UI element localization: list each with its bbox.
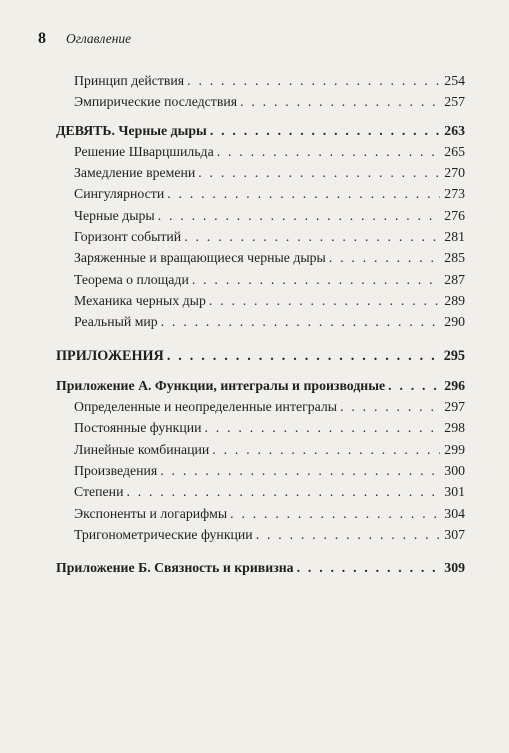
toc-entry[interactable] — [56, 228, 465, 249]
toc-entry-title: Теорема о площади — [74, 271, 189, 287]
toc-entry[interactable] — [56, 207, 465, 228]
leader-dots — [161, 313, 440, 331]
toc-entry[interactable] — [56, 143, 465, 164]
toc-entry[interactable] — [56, 505, 465, 526]
toc-entry-title: Определенные и неопределенные интегралы — [74, 399, 338, 415]
toc-appendix-a[interactable] — [56, 377, 465, 398]
leader-dots — [184, 228, 440, 246]
toc-entry-page: 257 — [444, 94, 465, 110]
toc-entry-title: Заряженные и вращающиеся черные дыры — [74, 250, 326, 266]
toc-part-page: 295 — [443, 347, 465, 364]
toc-appendices[interactable] — [56, 347, 465, 368]
toc-entry-page: 298 — [444, 420, 465, 436]
toc-entry[interactable] — [56, 72, 465, 93]
leader-dots — [167, 347, 440, 365]
table-of-contents — [56, 72, 465, 581]
leader-dots — [297, 559, 440, 577]
leader-dots — [198, 164, 440, 182]
toc-entry-title: Реальный мир — [74, 314, 158, 330]
toc-entry[interactable] — [56, 462, 465, 483]
toc-appendix-title: Приложение Б. Связность и кривизна — [56, 560, 294, 576]
toc-entry-page: 290 — [444, 314, 465, 330]
toc-entry[interactable] — [56, 483, 465, 504]
running-title: Оглавление — [66, 31, 132, 46]
leader-dots — [209, 292, 440, 310]
toc-entry[interactable] — [56, 185, 465, 206]
leader-dots — [126, 483, 440, 501]
toc-entry-title: Эмпирические последствия — [74, 94, 238, 110]
toc-appendix-page: 309 — [444, 560, 465, 576]
toc-entry[interactable] — [56, 313, 465, 334]
leader-dots — [256, 526, 440, 544]
leader-dots — [167, 185, 440, 203]
toc-entry-page: 285 — [444, 250, 465, 266]
toc-entry-title: Механика черных дыр — [74, 292, 206, 308]
toc-entry-page: 276 — [444, 207, 465, 223]
toc-entry[interactable] — [56, 292, 465, 313]
toc-entry-title: Произведения — [74, 463, 158, 479]
toc-appendix-title: Приложение А. Функции, интегралы и производные — [56, 377, 386, 393]
toc-entry-page: 301 — [444, 484, 465, 500]
leader-dots — [158, 207, 440, 225]
leader-dots — [205, 419, 441, 437]
leader-dots — [340, 398, 440, 416]
toc-entry-title: Постоянные функции — [74, 420, 202, 436]
toc-entry-title: Линейные комбинации — [74, 441, 210, 457]
toc-entry-page: 299 — [444, 441, 465, 457]
toc-entry-title: Замедление времени — [74, 165, 196, 181]
toc-chapter-page: 263 — [444, 122, 465, 138]
leader-dots — [240, 93, 440, 111]
leader-dots — [388, 377, 440, 395]
toc-entry-title: Степени — [74, 484, 124, 500]
toc-appendix-page: 296 — [444, 377, 465, 393]
toc-entry-title: Принцип действия — [74, 73, 185, 88]
leader-dots — [230, 505, 440, 523]
toc-entry[interactable] — [56, 271, 465, 292]
toc-entry[interactable] — [56, 441, 465, 462]
page-number: 8 — [38, 30, 46, 47]
toc-entry-title: Экспоненты и логарифмы — [74, 505, 228, 521]
leader-dots — [212, 441, 440, 459]
toc-entry-page: 265 — [444, 143, 465, 159]
toc-entry[interactable] — [56, 526, 465, 547]
leader-dots — [217, 143, 440, 161]
leader-dots — [192, 271, 440, 289]
toc-entry-page: 273 — [444, 186, 465, 202]
toc-entry-page: 289 — [444, 292, 465, 308]
toc-entry-title: Горизонт событий — [74, 229, 182, 245]
toc-entry-page: 281 — [444, 229, 465, 245]
toc-entry-page: 304 — [444, 505, 465, 521]
toc-entry-page: 287 — [444, 271, 465, 287]
toc-entry-page: 297 — [444, 399, 465, 415]
toc-appendix-b[interactable] — [56, 559, 465, 580]
toc-entry[interactable] — [56, 164, 465, 185]
leader-dots — [160, 462, 440, 480]
toc-entry[interactable] — [56, 93, 465, 114]
toc-part-title: ПРИЛОЖЕНИЯ — [56, 347, 164, 364]
toc-entry-title: Тригонометрические функции — [74, 526, 253, 542]
leader-dots — [187, 72, 440, 90]
leader-dots — [210, 122, 440, 140]
toc-entry-page: 254 — [444, 73, 465, 88]
toc-entry-page: 307 — [444, 526, 465, 542]
toc-entry-page: 270 — [444, 165, 465, 181]
toc-chapter-nine[interactable] — [56, 122, 465, 143]
page-header — [38, 30, 131, 48]
toc-entry-page: 300 — [444, 463, 465, 479]
toc-entry[interactable] — [56, 419, 465, 440]
toc-entry-title: Сингулярности — [74, 186, 165, 202]
toc-entry-title: Решение Шварцшильда — [74, 143, 214, 159]
leader-dots — [329, 249, 440, 267]
toc-entry-title: Черные дыры — [74, 207, 155, 223]
toc-chapter-title: ДЕВЯТЬ. Черные дыры — [56, 122, 207, 138]
toc-entry[interactable] — [56, 398, 465, 419]
toc-entry[interactable] — [56, 249, 465, 270]
